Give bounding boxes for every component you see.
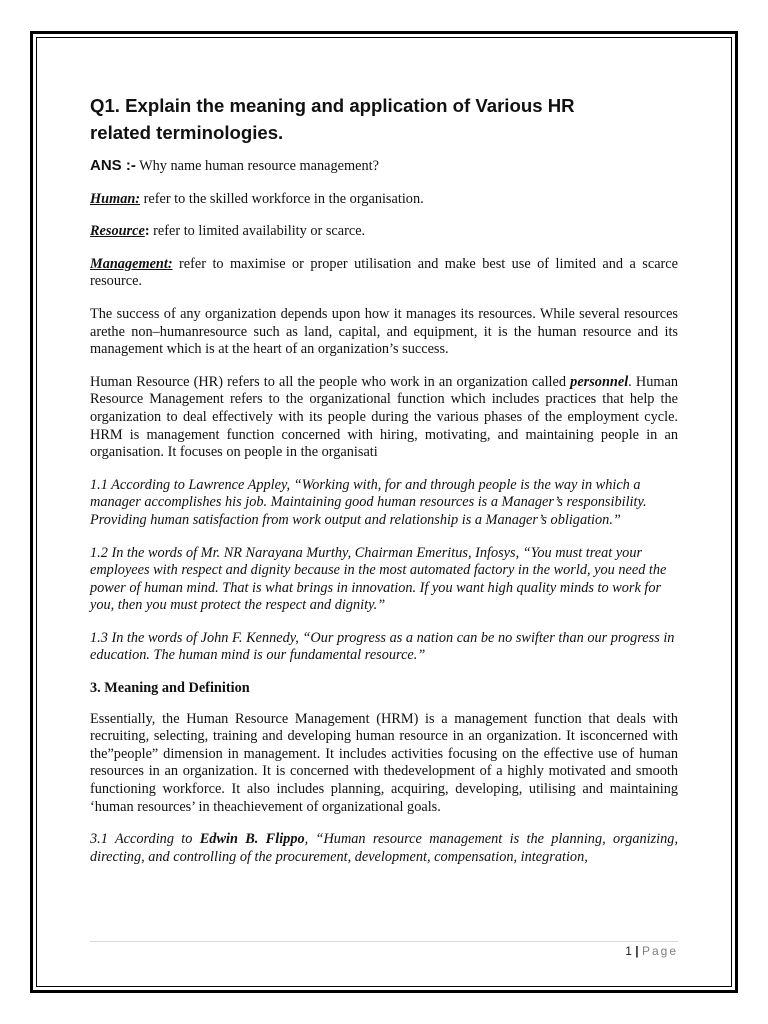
term-management bbox=[90, 256, 678, 291]
paragraph-hr-after: . Human Resource Management refers to the organizational function which includes practices that help the organization to deal effectively with its people during the various phases of the employment cycle. HRM is management function concerned with hiring, motivating, and maintaining people in an organisation. It focuses on people in the organisati bbox=[90, 373, 678, 461]
answer-label: ANS :- bbox=[90, 157, 136, 174]
question-heading bbox=[90, 92, 678, 146]
paragraph-success: The success of any organization depends upon how it manages its resources. While several resources arethe non–humanresource such as land, capital, and equipment, it is the human resource and its management which is at the heart of an organization’s success. bbox=[90, 305, 678, 358]
term-management-definition: refer to maximise or proper utilisation and make best use of limited and a scarce resource. bbox=[90, 255, 678, 290]
question-heading-line-1: Q1. Explain the meaning and application of Various HR bbox=[90, 95, 575, 116]
question-heading-line-2: related terminologies. bbox=[90, 122, 284, 143]
footer-separator: | bbox=[635, 944, 639, 958]
term-management-label: Management: bbox=[90, 255, 173, 272]
section-heading-meaning: 3. Meaning and Definition bbox=[90, 680, 250, 697]
answer-intro bbox=[90, 157, 678, 176]
flippo-name: Edwin B. Flippo bbox=[199, 831, 305, 848]
term-human-label: Human: bbox=[90, 190, 141, 207]
personnel-emphasis: personnel bbox=[570, 373, 629, 390]
page-footer bbox=[625, 944, 678, 958]
quote-murthy: 1.2 In the words of Mr. NR Narayana Murthy, Chairman Emeritus, Infosys, “You must treat your employees with respect and dignity because in the most automated factory in the world, you need the power of human mind. That is what brings in innovation. If you want high quality minds to work for you, then you must protect the respect and dignity.” bbox=[90, 544, 667, 614]
page-label: Page bbox=[641, 944, 678, 958]
paragraph-meaning: Essentially, the Human Resource Management (HRM) is a management function that deals with recruiting, selecting, training and developing human resource in an organization. It isconcerned with the”people” dimension in management. It includes activities focusing on the effective use of human resources in an organization. It is concerned with thedevelopment of a highly motivated and smooth functioning workforce. It also includes planning, acquiring, developing, utilising and maintaining ‘human resources’ in theachievement of organizational goals. bbox=[90, 710, 678, 815]
term-resource bbox=[90, 223, 678, 241]
answer-question: Why name human resource management? bbox=[135, 158, 379, 174]
term-human-definition: refer to the skilled workforce in the organisation. bbox=[140, 190, 424, 207]
quote-appley: 1.1 According to Lawrence Appley, “Working with, for and through people is the way in which a manager accomplishes his job. Maintaining good human resources is a Manager’s responsibility. Providing human satisfaction from work output and relationship is a Manager’s obligation.” bbox=[90, 476, 647, 528]
term-resource-colon: : bbox=[144, 223, 150, 240]
flippo-quote: , “Human resource management is the planning, organizing, directing, and controlling of the procurement, development, compensation, integration, bbox=[90, 831, 679, 865]
term-resource-definition: refer to limited availability or scarce. bbox=[149, 223, 366, 240]
document-page bbox=[90, 92, 678, 881]
page-number: 1 bbox=[625, 944, 632, 958]
footer-divider bbox=[90, 941, 678, 942]
quote-kennedy: 1.3 In the words of John F. Kennedy, “Our progress as a nation can be no swifter than our progress in education. The human mind is our fundamental resource.” bbox=[90, 629, 675, 664]
paragraph-hr-before: Human Resource (HR) refers to all the people who work in an organization called bbox=[90, 373, 571, 390]
term-human bbox=[90, 191, 678, 209]
paragraph-human-resource bbox=[90, 374, 678, 462]
term-resource-label: Resource bbox=[90, 223, 145, 240]
flippo-prefix: 3.1 According to bbox=[90, 831, 200, 848]
quote-flippo bbox=[90, 831, 678, 866]
